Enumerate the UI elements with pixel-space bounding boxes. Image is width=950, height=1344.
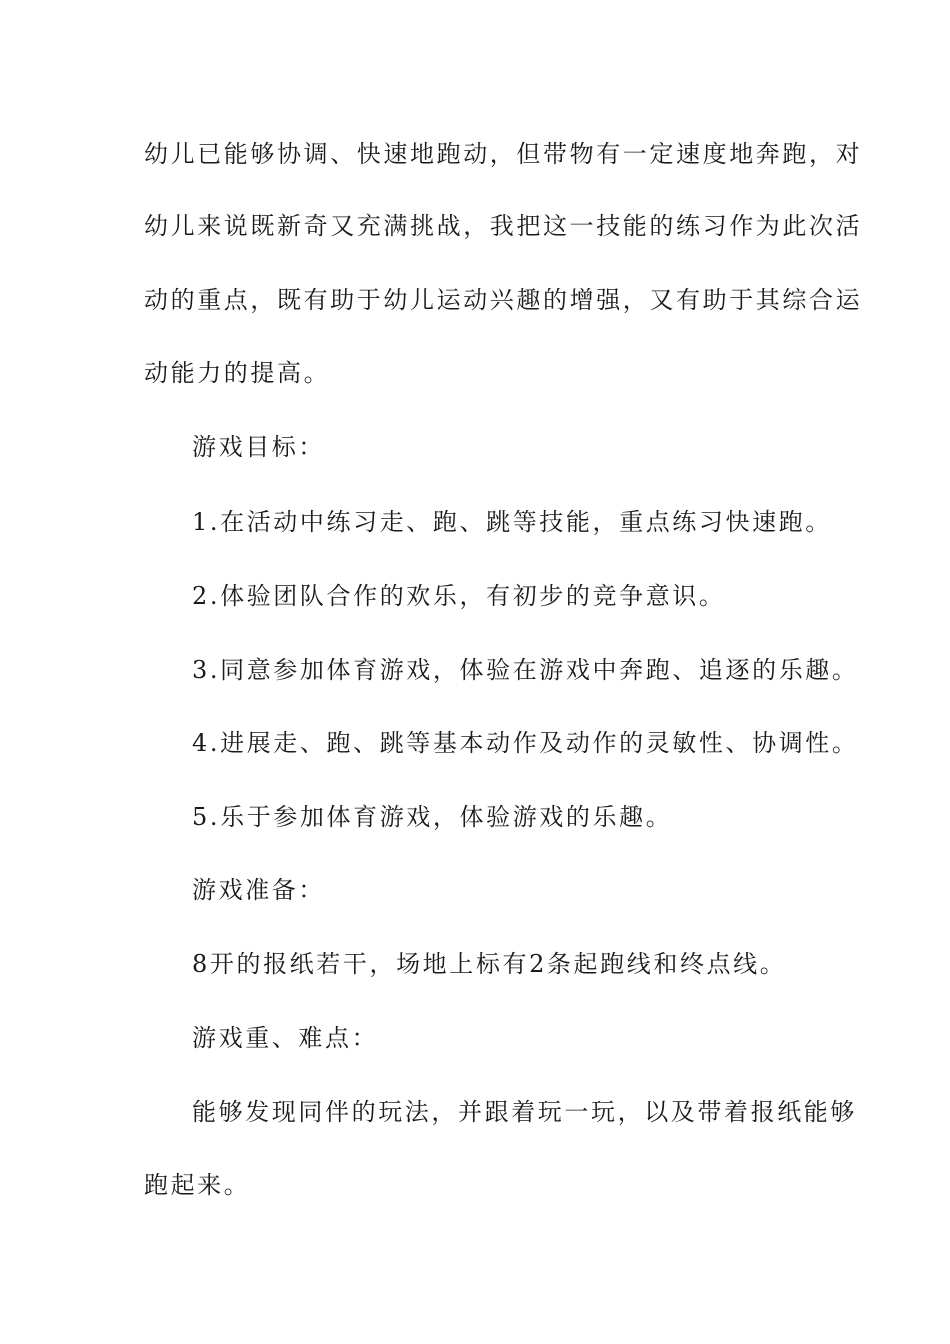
key-points-line-2: 跑起来。 xyxy=(144,1171,251,1199)
preparation-text: 8开的报纸若干，场地上标有2条起跑线和终点线。 xyxy=(192,950,787,978)
section-heading-goals: 游戏目标： xyxy=(192,433,325,461)
paragraph-line-4: 动能力的提高。 xyxy=(144,359,331,387)
goal-item-4: 4.进展走、跑、跳等基本动作及动作的灵敏性、协调性。 xyxy=(192,729,859,757)
paragraph-line-3: 动的重点，既有助于幼儿运动兴趣的增强，又有助于其综合运 xyxy=(144,286,863,314)
section-heading-key-points: 游戏重、难点： xyxy=(192,1024,379,1052)
goal-item-1: 1.在活动中练习走、跑、跳等技能，重点练习快速跑。 xyxy=(192,508,832,536)
key-points-line-1: 能够发现同伴的玩法，并跟着玩一玩，以及带着报纸能够 xyxy=(192,1098,857,1126)
goal-item-5: 5.乐于参加体育游戏，体验游戏的乐趣。 xyxy=(192,803,673,831)
goal-item-2: 2.体验团队合作的欢乐，有初步的竞争意识。 xyxy=(192,582,726,610)
goal-item-3: 3.同意参加体育游戏，体验在游戏中奔跑、追逐的乐趣。 xyxy=(192,656,859,684)
paragraph-line-1: 幼儿已能够协调、快速地跑动，但带物有一定速度地奔跑，对 xyxy=(144,140,863,168)
paragraph-line-2: 幼儿来说既新奇又充满挑战，我把这一技能的练习作为此次活 xyxy=(144,212,863,240)
section-heading-preparation: 游戏准备： xyxy=(192,876,325,904)
